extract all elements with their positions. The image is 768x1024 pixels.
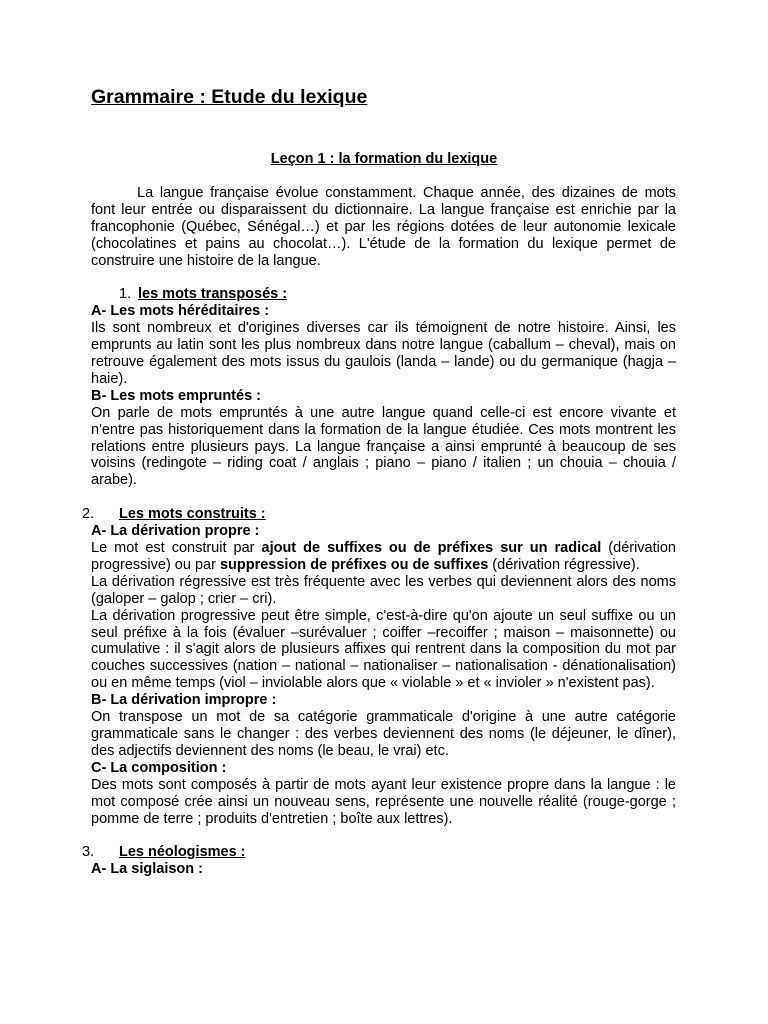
- paragraph-hereditary: Ils sont nombreux et d'origines diverses car ils témoignent de notre histoire. Ainsi, les emprunts au latin sont les plus nombreux dans notre langue (caballum – cheval), mais on retrouve également des mots issus du gaulois (landa – lande) ou du germanique (hagja – haie).: [91, 320, 676, 387]
- subheading-derivation-impropre: B- La dérivation impropre :: [91, 692, 277, 709]
- section-number: 2.: [82, 506, 95, 523]
- section-2-heading: [82, 506, 676, 523]
- document-body: [82, 185, 676, 878]
- section-title: Les néologismes :: [119, 844, 246, 861]
- subheading-siglaison: A- La siglaison :: [91, 861, 203, 878]
- text-run: (dérivation régressive).: [488, 556, 640, 573]
- intro-paragraph: La langue française évolue constamment. Chaque année, des dizaines de mots font leur entrée ou disparaissent du dictionnaire. La langue française est enrichie par la francophonie (Québec, Sénégal…) et par les régions dotées de leur autonomie lexicale (chocolatines et pains au chocolat…). L'étude de la formation du lexique permet de construire une histoire de la langue.: [91, 185, 676, 269]
- section-1-heading: [91, 286, 676, 303]
- document-title: Grammaire : Etude du lexique: [91, 86, 368, 108]
- section-title: Les mots construits :: [119, 506, 266, 523]
- text-run: (dérivation progressive) ou par: [91, 540, 676, 573]
- section-number: 3.: [82, 844, 95, 861]
- spacer: [91, 827, 676, 844]
- section-number: 1.: [119, 286, 132, 303]
- subheading-derivation-propre: A- La dérivation propre :: [91, 523, 260, 540]
- paragraph-borrowed: On parle de mots empruntés à une autre langue quand celle-ci est encore vivante et n'entre pas historiquement dans la formation de la langue étudiée. Ces mots montrent les relations entre plusieurs pays. La langue française a ainsi emprunté à beaucoup de ses voisins (redingote – riding coat / anglais ; piano – piano / italien ; un chouia – chouia / arabe).: [91, 404, 676, 489]
- subheading-composition: C- La composition :: [91, 759, 227, 776]
- subheading-borrowed: B- Les mots empruntés :: [91, 387, 261, 404]
- paragraph-composition: Des mots sont composés à partir de mots ayant leur existence propre dans la langue : le mot composé crée ainsi un nouveau sens, représente une nouvelle réalité (rouge-gorge ; pomme de terre ; produits d'entretien ; boîte aux lettres).: [91, 776, 676, 827]
- paragraph-derivation-propre: [91, 540, 676, 574]
- paragraph-derivation-impropre: On transpose un mot de sa catégorie grammaticale d'origine à une autre catégorie grammaticale sans le changer : des verbes deviennent des noms (le déjeuner, le dîner), des adjectifs deviennent des noms (le beau, le vrai) etc.: [91, 709, 676, 759]
- paragraph-derivation-regressive: La dérivation régressive est très fréquente avec les verbes qui deviennent alors des noms (galoper – galop ; crier – cri).: [91, 573, 676, 607]
- paragraph-derivation-progressive: La dérivation progressive peut être simple, c'est-à-dire qu'on ajoute un seul suffixe ou un seul préfixe à la fois (évaluer –surévaluer ; coiffer –recoiffer ; maison – maisonnette) ou cumulative : il s'agit alors de plusieurs affixes qui rentrent dans la composition du mot par couches successives (nation – national – nationaliser – nationalisation - dénationalisation) ou en même temps (viol – inviolable alors que « violable » et « invioler » n'existent pas).: [91, 607, 676, 692]
- bold-text-run: suppression de préfixes ou de suffixes: [219, 556, 489, 573]
- spacer: [91, 489, 676, 506]
- bold-text-run: ajout de suffixes ou de préfixes sur un radical: [261, 540, 602, 556]
- lesson-heading: Leçon 1 : la formation du lexique: [270, 151, 498, 167]
- subheading-hereditary: A- Les mots héréditaires :: [91, 303, 270, 320]
- spacer: [91, 270, 676, 287]
- text-run: Le mot est construit par: [91, 540, 262, 556]
- section-3-heading: [82, 844, 676, 861]
- section-title: les mots transposés :: [138, 286, 288, 303]
